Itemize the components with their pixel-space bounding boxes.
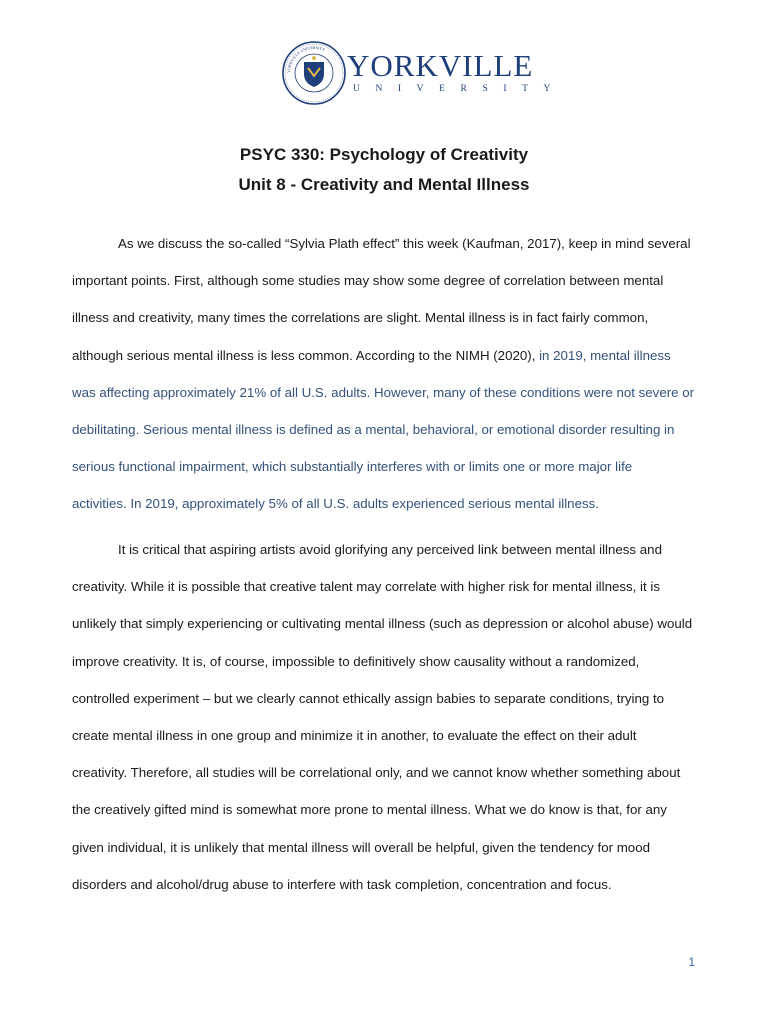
university-logo: [281, 40, 566, 106]
highlighted-text-line: activities. In 2019, approximately 5% of all U.S. adults experienced serious mental illness.: [72, 496, 599, 512]
page-number: 1: [688, 955, 695, 969]
text-line: important points. First, although some studies may show some degree of correlation between mental: [72, 273, 664, 289]
highlighted-text-line: was affecting approximately 21% of all U.S. adults. However, many of these conditions were not severe or: [72, 384, 695, 400]
logo-subname: UNIVERSITY: [353, 84, 566, 94]
university-wordmark: [347, 50, 566, 94]
paragraph-main: [72, 536, 712, 908]
paragraph-intro: [72, 230, 712, 528]
university-seal-icon: [281, 40, 347, 106]
text-line: disorders and alcohol/drug abuse to interfere with task completion, concentration and focus.: [72, 876, 612, 892]
text-line: creativity. While it is possible that creative talent may correlate with higher risk for mental illness, it is: [72, 579, 660, 595]
text-segment: although serious mental illness is less common. According to the NIMH (2020),: [72, 347, 540, 363]
text-line: create mental illness in one group and minimize it in another, to evaluate the effect on their adult: [72, 727, 637, 743]
text-line: the creatively gifted mind is somewhat more prone to mental illness. What we do know is that, for any: [72, 802, 667, 818]
logo-name: YORKVILLE: [347, 48, 534, 83]
text-line: illness and creativity, many times the correlations are slight. Mental illness is in fact fairly common,: [72, 310, 649, 326]
text-line: improve creativity. It is, of course, impossible to definitively show causality without a randomized,: [72, 653, 640, 669]
highlighted-text-line: serious functional impairment, which substantially interferes with or limits one or more major life: [72, 459, 633, 475]
text-line: given individual, it is unlikely that mental illness will overall be helpful, given the tendency for mood: [72, 839, 650, 855]
text-line: It is critical that aspiring artists avoid glorifying any perceived link between mental illness and: [118, 542, 662, 557]
unit-title: Unit 8 - Creativity and Mental Illness: [238, 175, 530, 194]
highlighted-text-line: debilitating. Serious mental illness is defined as a mental, behavioral, or emotional disorder resulting in: [72, 421, 675, 437]
text-line: unlikely that simply experiencing or cultivating mental illness (such as depression or alcohol abuse) would: [72, 616, 693, 632]
text-line: As we discuss the so-called “Sylvia Plath effect” this week (Kaufman, 2017), keep in mind several: [118, 236, 691, 251]
text-line: controlled experiment – but we clearly cannot ethically assign babies to separate conditions, trying to: [72, 690, 665, 706]
course-title: PSYC 330: Psychology of Creativity: [239, 145, 529, 164]
text-line: [72, 342, 712, 379]
highlighted-text: in 2019, mental illness: [539, 347, 671, 363]
text-line: creativity. Therefore, all studies will be correlational only, and we cannot know whether something about: [72, 765, 681, 781]
svg-text:YORKVILLE UNIVERSITY: YORKVILLE UNIVERSITY: [285, 44, 326, 74]
